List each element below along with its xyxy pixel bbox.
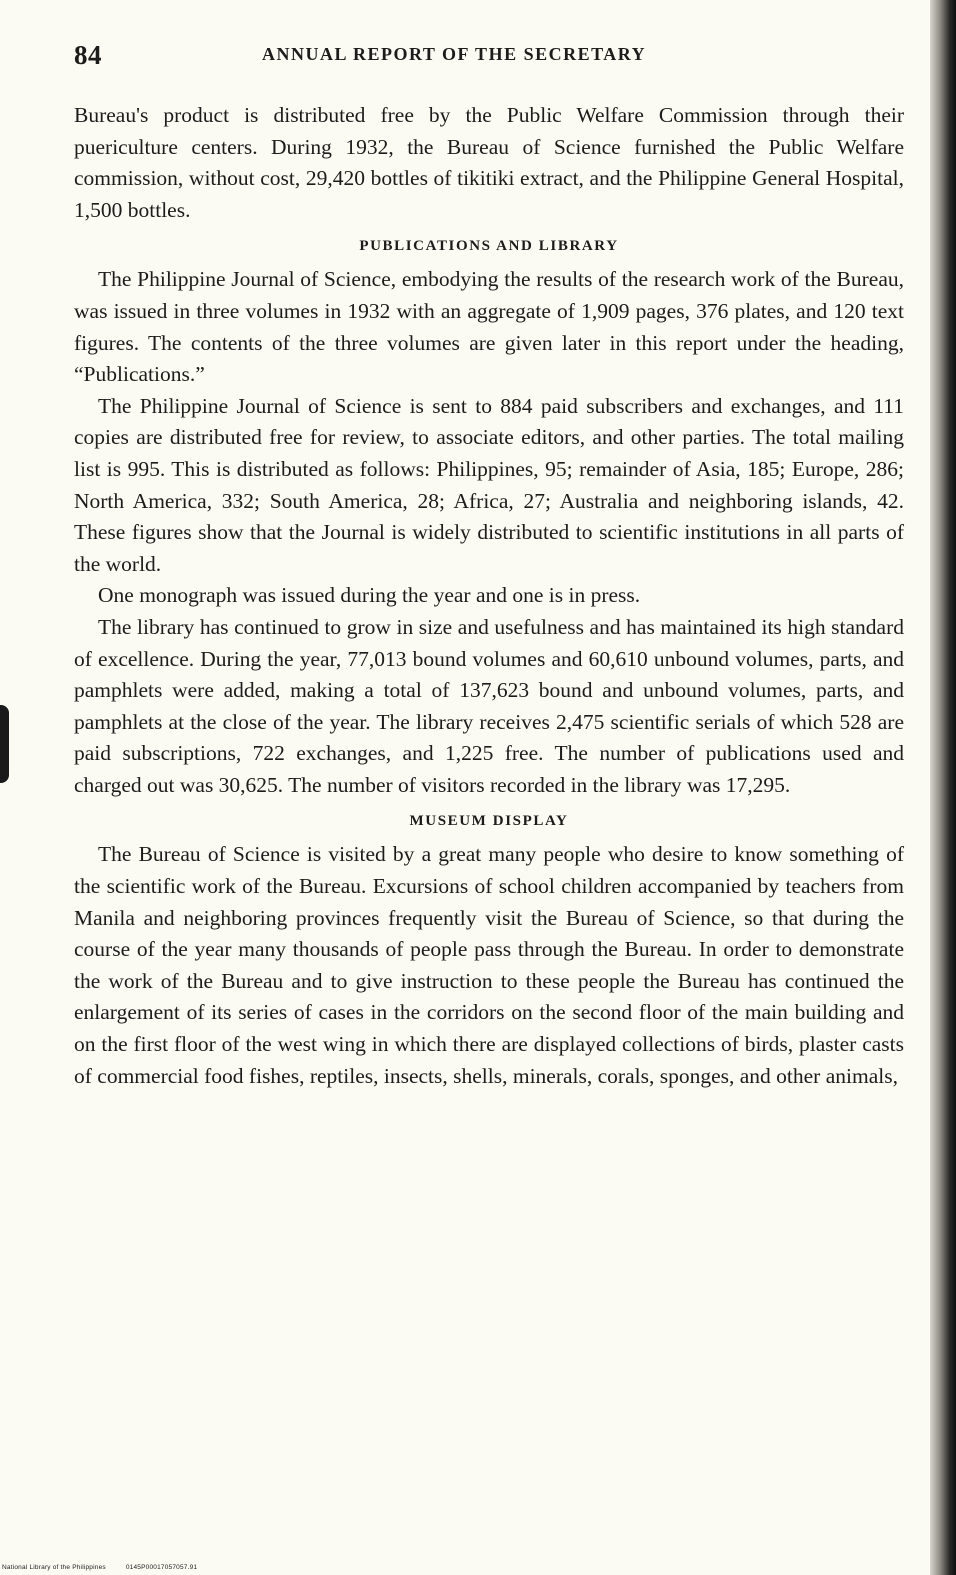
paragraph: The library has continued to grow in size and usefulness and has maintained its high standard of excellence. During the year, 77,013 bound volumes and 60,610 unbound volumes, parts, and pamphlets were added, making a total of 137,623 bound and unbound volumes, parts, and pamphlets at the close of the year. The library receives 2,475 scientific serials of which 528 are paid subscriptions, 722 exchanges, and 1,225 free. The number of publications used and charged out was 30,625. The number of visitors recorded in the library was 17,295. [74,614,904,797]
body-text [74,100,904,1092]
paragraph: The Philippine Journal of Science is sent to 884 paid subscribers and exchanges, and 111 copies are distributed free for review, to associate editors, and other parties. The total mailing list is 995. This is distributed as follows: Philippines, 95; remainder of Asia, 185; Europe, 286; North America, 332; South America, 28; Africa, 27; Australia and neighboring islands, 42. These figures show that the Journal is widely distributed to scientific institutions in all parts of the world. [74,393,904,576]
paragraph: The Bureau of Science is visited by a great many people who desire to know something of the scientific work of the Bureau. Excursions of school children accompanied by teachers from Manila and neighboring provinces frequently visit the Bureau of Science, so that during the course of the year many thousands of people pass through the Bureau. In order to demonstrate the work of the Bureau and to give instruction to these people the Bureau has continued the enlargement of its series of cases in the corridors on the second floor of the main building and on the first floor of the west wing in which there are displayed collections of birds, plaster casts of commercial food fishes, reptiles, insects, shells, minerals, corals, sponges, and other animals, [74,842,904,1088]
paragraph: The Philippine Journal of Science, embodying the results of the research work of the Bureau, was issued in three volumes in 1932 with an aggregate of 1,909 pages, 376 plates, and 120 text figures. The contents of the three volumes are given later in this report under the heading, “Publications.” [74,267,904,387]
page-header [74,40,914,80]
paragraph: One monograph was issued during the year and one is in press. [98,583,641,608]
scan-edge-left-mark [0,705,9,783]
section-heading-publications: PUBLICATIONS AND LIBRARY [359,238,619,255]
section-heading-museum: MUSEUM DISPLAY [409,813,569,830]
footer-code: 0145P00017057057.91 [125,1564,198,1571]
running-head: ANNUAL REPORT OF THE SECRETARY [262,44,647,64]
footer-library: National Library of the Philippines [2,1564,106,1571]
scan-edge-right [930,0,956,1575]
scan-footer [2,1564,215,1571]
page-number: 84 [74,40,102,70]
paragraph-continued: Bureau's product is distributed free by the Public Welfare Commission through their puericulture centers. During 1932, the Bureau of Science furnished the Public Welfare commission, without cost, 29,420 bottles of tikitiki extract, and the Philippine General Hospital, 1,500 bottles. [74,103,904,222]
